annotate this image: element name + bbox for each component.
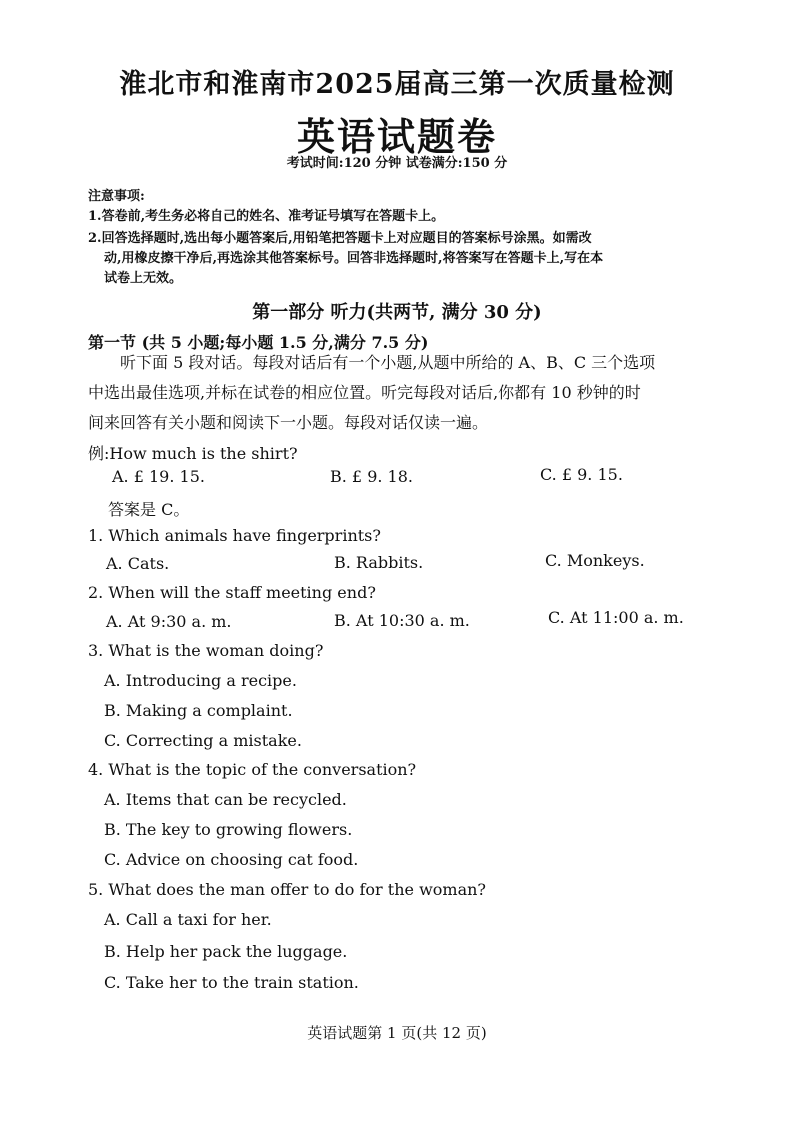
note-line: 2.回答选择题时,选出每小题答案后,用铅笔把答题卡上对应题目的答案标号涂黑。如需改: [88, 231, 592, 246]
question-4: 4. What is the topic of the conversation?: [88, 760, 417, 779]
question-1: 1. Which animals have fingerprints?: [88, 526, 381, 545]
question-2-option-a: A. At 9:30 a. m.: [106, 612, 232, 631]
instructions-line: 听下面 5 段对话。每段对话后有一个小题,从题中所给的 A、B、C 三个选项: [120, 353, 656, 372]
section-heading: 第一节 (共 5 小题;每小题 1.5 分,满分 7.5 分): [88, 333, 429, 352]
part-heading: 第一部分 听力(共两节, 满分 30 分): [252, 302, 542, 323]
example-answer: 答案是 C。: [108, 500, 190, 519]
note-line: 1.答卷前,考生务必将自己的姓名、准考证号填写在答题卡上。: [88, 209, 445, 224]
page-footer: 英语试题第 1 页(共 12 页): [307, 1024, 487, 1042]
instructions-line: 中选出最佳选项,并标在试卷的相应位置。听完每段对话后,你都有 10 秒钟的时: [88, 383, 641, 402]
question-5-option-c: C. Take her to the train station.: [104, 973, 359, 992]
question-1-option-b: B. Rabbits.: [334, 553, 424, 572]
question-5-option-a: A. Call a taxi for her.: [104, 910, 272, 929]
example-option-a: A. £ 19. 15.: [112, 467, 205, 486]
question-4-option-c: C. Advice on choosing cat food.: [104, 850, 359, 869]
question-5-option-b: B. Help her pack the luggage.: [104, 942, 348, 961]
question-3-option-a: A. Introducing a recipe.: [104, 671, 297, 690]
exam-meta: 考试时间:120 分钟 试卷满分:150 分: [286, 156, 508, 171]
question-5: 5. What does the man offer to do for the woman?: [88, 880, 486, 899]
example-option-b: B. £ 9. 18.: [330, 467, 413, 486]
paper-title: 英语试题卷: [296, 114, 497, 159]
exam-title: 淮北市和淮南市2025届高三第一次质量检测: [119, 69, 675, 100]
note-line: 动,用橡皮擦干净后,再选涂其他答案标号。回答非选择题时,将答案写在答题卡上,写在本: [104, 251, 604, 266]
question-4-option-a: A. Items that can be recycled.: [104, 790, 347, 809]
question-3-option-c: C. Correcting a mistake.: [104, 731, 302, 750]
example-option-c: C. £ 9. 15.: [540, 465, 623, 484]
question-4-option-b: B. The key to growing flowers.: [104, 820, 353, 839]
question-2: 2. When will the staff meeting end?: [88, 583, 376, 602]
question-1-option-c: C. Monkeys.: [545, 551, 645, 570]
question-3-option-b: B. Making a complaint.: [104, 701, 293, 720]
example-question: 例:How much is the shirt?: [88, 444, 298, 463]
note-line: 试卷上无效。: [104, 271, 183, 286]
question-2-option-c: C. At 11:00 a. m.: [548, 608, 684, 627]
question-3: 3. What is the woman doing?: [88, 641, 324, 660]
instructions-line: 间来回答有关小题和阅读下一小题。每段对话仅读一遍。: [88, 413, 489, 432]
question-1-option-a: A. Cats.: [106, 554, 170, 573]
notes-heading: 注意事项:: [88, 189, 145, 204]
question-2-option-b: B. At 10:30 a. m.: [334, 611, 470, 630]
